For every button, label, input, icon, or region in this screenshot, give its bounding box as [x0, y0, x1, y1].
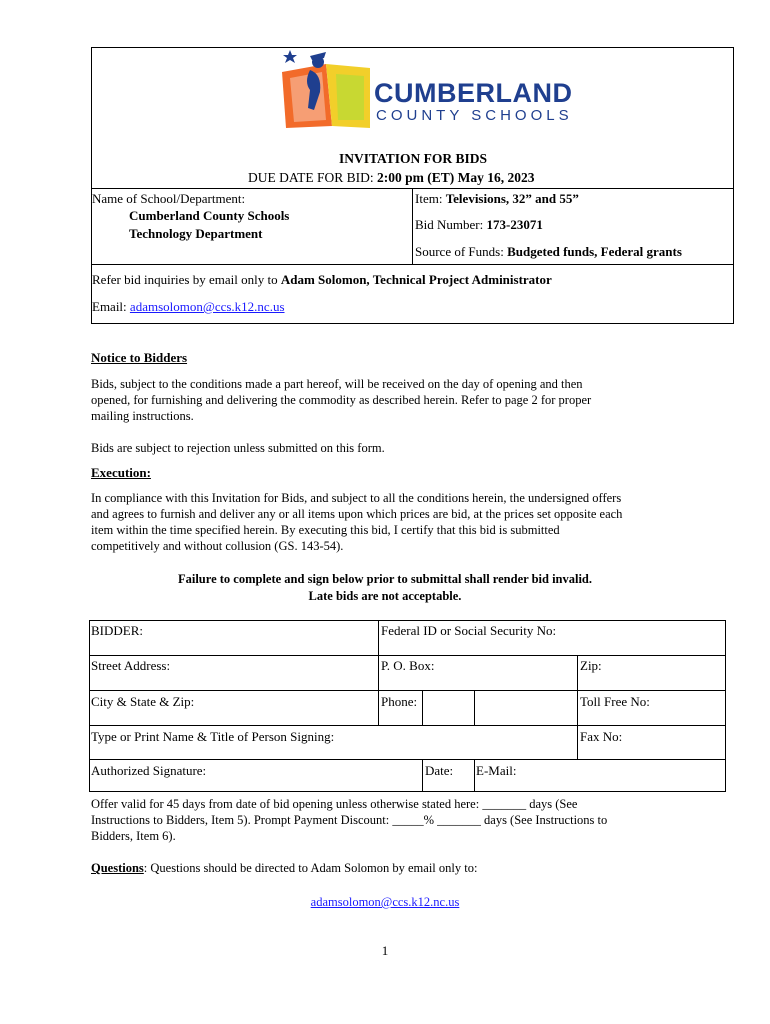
offer-l2: Instructions to Bidders, Item 5). Prompt Payment Discount: _____% _______ days (See Instructions to	[91, 813, 608, 827]
notice-p1-l2: opened, for furnishing and delivering the commodity as described herein. Refer to page 2 for proper	[91, 393, 592, 407]
dept-line1: Cumberland County Schools	[129, 208, 290, 223]
execution-l3: item within the time specified herein. By executing this bid, I certify that this bid is submitted	[91, 523, 560, 537]
dept-line2: Technology Department	[129, 226, 263, 241]
form-col-line	[474, 690, 475, 725]
inquiry-email-label: Email:	[92, 299, 127, 314]
name-title-field[interactable]: Type or Print Name & Title of Person Signing:	[91, 729, 335, 744]
item-label: Item:	[415, 191, 443, 206]
po-box-field[interactable]: P. O. Box:	[381, 658, 435, 673]
bid-number-label: Bid Number:	[415, 217, 484, 232]
funds-line	[415, 244, 682, 260]
phone-field[interactable]: Phone:	[381, 694, 418, 709]
inquiry-email-link[interactable]: adamsolomon@ccs.k12.nc.us	[129, 299, 285, 314]
form-row-line	[89, 690, 726, 691]
city-state-zip-field[interactable]: City & State & Zip:	[91, 694, 195, 709]
notice-p2: Bids are subject to rejection unless submitted on this form.	[91, 441, 385, 455]
logo	[280, 48, 573, 132]
form-row-line	[89, 725, 726, 726]
form-row-line	[89, 759, 726, 760]
inquiry-text: Refer bid inquiries by email only to	[92, 272, 278, 287]
form-col-line	[422, 759, 423, 792]
notice-heading: Notice to Bidders	[91, 350, 188, 365]
execution-l1: In compliance with this Invitation for Bids, and subject to all the conditions herein, the undersigned offers	[91, 491, 622, 505]
funds-label: Source of Funds:	[415, 244, 504, 259]
logo-title: CUMBERLAND	[374, 78, 573, 108]
bidder-email-field[interactable]: E-Mail:	[476, 763, 517, 778]
form-row-line	[89, 655, 726, 656]
form-col-line	[577, 655, 578, 759]
funds-value: Budgeted funds, Federal grants	[507, 244, 682, 259]
bidder-field[interactable]: BIDDER:	[91, 623, 143, 638]
header-column-divider	[412, 188, 413, 265]
bid-number-value: 173-23071	[486, 217, 543, 232]
inquiry-email-line	[92, 299, 285, 315]
toll-free-field[interactable]: Toll Free No:	[580, 694, 650, 709]
street-address-field[interactable]: Street Address:	[91, 658, 171, 673]
signature-field[interactable]: Authorized Signature:	[91, 763, 207, 778]
notice-p1-l1: Bids, subject to the conditions made a part hereof, will be received on the day of opening and then	[91, 377, 583, 391]
due-date-label: DUE DATE FOR BID:	[248, 170, 374, 185]
warning-line2: Late bids are not acceptable.	[308, 589, 462, 603]
logo-subtitle: COUNTY SCHOOLS	[376, 107, 573, 124]
due-date-line	[248, 170, 535, 186]
due-date-value: 2:00 pm (ET) May 16, 2023	[377, 170, 535, 185]
date-field[interactable]: Date:	[425, 763, 454, 778]
offer-l3: Bidders, Item 6).	[91, 829, 176, 843]
warning-line1: Failure to complete and sign below prior to submittal shall render bid invalid.	[177, 572, 593, 586]
zip-field[interactable]: Zip:	[580, 658, 602, 673]
item-line	[415, 191, 579, 207]
execution-l4: competitively and without collusion (GS. 143-54).	[91, 539, 344, 553]
dept-label: Name of School/Department:	[92, 191, 246, 206]
federal-id-field[interactable]: Federal ID or Social Security No:	[381, 623, 557, 638]
execution-heading: Execution:	[91, 465, 151, 480]
item-value: Televisions, 32” and 55”	[445, 191, 579, 206]
questions-label: Questions	[91, 861, 144, 875]
questions-line	[91, 860, 477, 876]
bid-number-line	[415, 217, 543, 233]
questions-text: : Questions should be directed to Adam Solomon by email only to:	[143, 861, 478, 875]
form-col-line	[378, 620, 379, 725]
offer-l1: Offer valid for 45 days from date of bid opening unless otherwise stated here: _______ days (See	[91, 797, 578, 811]
fax-field[interactable]: Fax No:	[580, 729, 623, 744]
execution-l2: and agrees to furnish and deliver any or all items upon which prices are bid, at the prices set opposite each	[91, 507, 623, 521]
page-title: INVITATION FOR BIDS	[338, 151, 488, 166]
inquiry-line	[92, 272, 552, 288]
questions-email-wrap	[0, 894, 770, 910]
page-number: 1	[381, 943, 389, 958]
form-col-line	[474, 759, 475, 792]
inquiry-contact: Adam Solomon, Technical Project Administrator	[280, 272, 552, 287]
form-col-line	[422, 690, 423, 725]
notice-p1-l3: mailing instructions.	[91, 409, 194, 423]
questions-email-link[interactable]: adamsolomon@ccs.k12.nc.us	[310, 895, 460, 909]
